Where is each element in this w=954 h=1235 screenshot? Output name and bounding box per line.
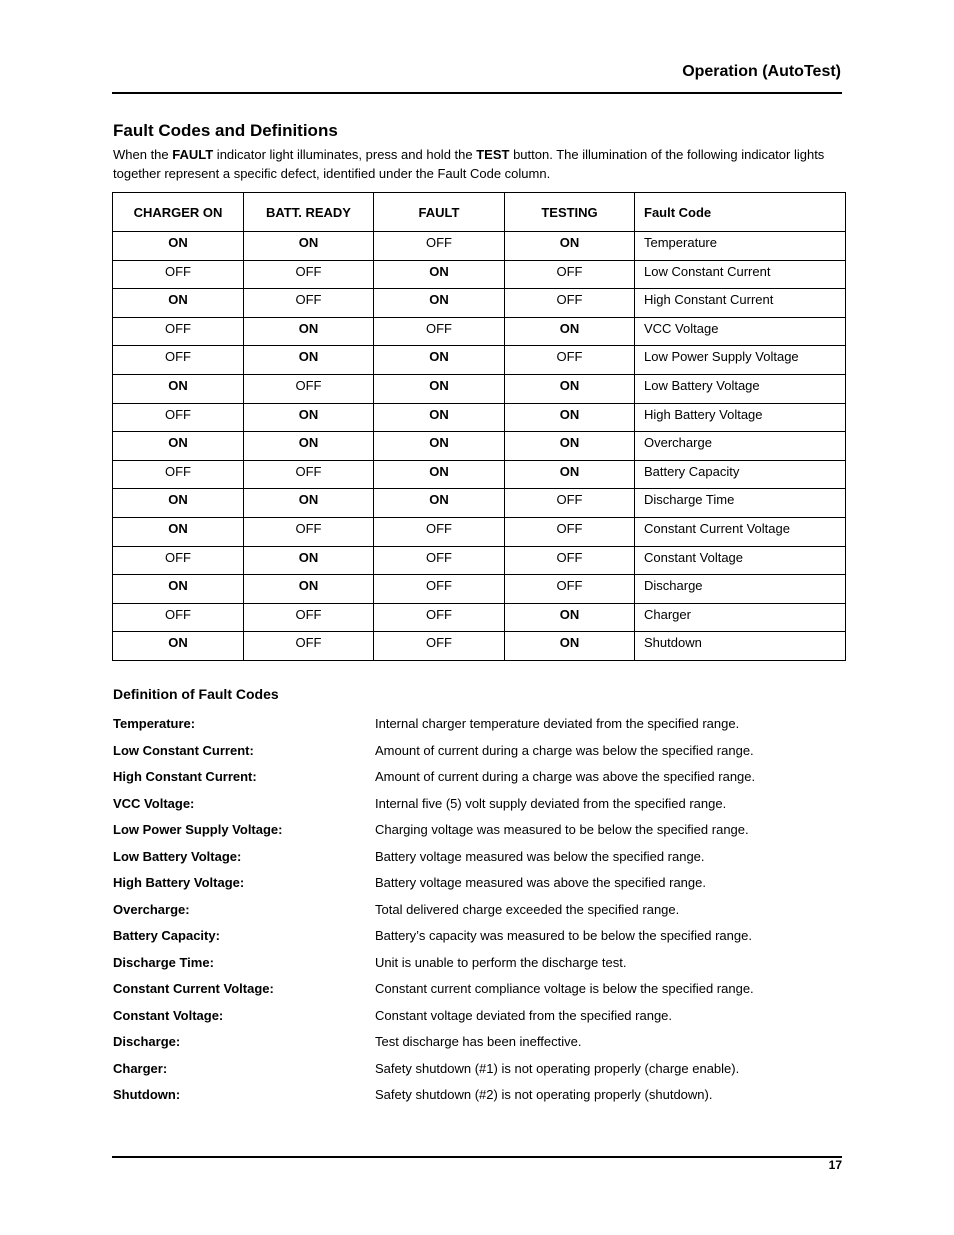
indicator-state-cell: ON — [374, 460, 505, 489]
fault-code-table — [112, 192, 846, 661]
indicator-state-cell: ON — [244, 232, 374, 261]
header-fault: FAULT — [374, 193, 505, 232]
indicator-state-cell: ON — [505, 403, 635, 432]
definition-term: Temperature: — [113, 716, 196, 731]
definition-item — [113, 928, 843, 955]
table-row — [113, 460, 846, 489]
indicator-state-cell: OFF — [505, 517, 635, 546]
fault-code-cell: Temperature — [635, 232, 846, 261]
indicator-state-cell: ON — [244, 346, 374, 375]
definitions-list — [113, 716, 843, 1114]
definition-description: Battery voltage measured was above the specified range. — [375, 875, 706, 890]
indicator-state-cell: OFF — [374, 575, 505, 604]
indicator-state-cell: OFF — [505, 346, 635, 375]
table-row — [113, 546, 846, 575]
definition-description: Constant voltage deviated from the specified range. — [375, 1007, 673, 1023]
fault-code-cell: Low Constant Current — [635, 260, 846, 289]
indicator-state-cell: ON — [113, 575, 244, 604]
intro-text-2: indicator light illuminates, press and hold the — [213, 147, 477, 162]
fault-code-cell: Charger — [635, 603, 846, 632]
indicator-state-cell: OFF — [113, 346, 244, 375]
indicator-state-cell: ON — [113, 289, 244, 318]
indicator-state-cell: OFF — [244, 374, 374, 403]
definition-item — [113, 875, 843, 902]
table-row — [113, 232, 846, 261]
indicator-state-cell: ON — [374, 432, 505, 461]
indicator-state-cell: ON — [113, 232, 244, 261]
indicator-state-cell: ON — [113, 374, 244, 403]
definition-item — [113, 769, 843, 796]
definition-term: Battery Capacity: — [113, 928, 220, 943]
indicator-state-cell: OFF — [505, 260, 635, 289]
indicator-state-cell: OFF — [374, 517, 505, 546]
table-row — [113, 575, 846, 604]
table-row — [113, 346, 846, 375]
definition-item — [113, 743, 843, 770]
definition-term: Constant Voltage: — [113, 1007, 224, 1023]
indicator-state-cell: OFF — [244, 632, 374, 661]
indicator-state-cell: ON — [374, 346, 505, 375]
definition-description: Battery voltage measured was below the specified range. — [375, 848, 705, 864]
definition-description: Amount of current during a charge was above the specified range. — [375, 769, 756, 784]
table-row — [113, 260, 846, 289]
definition-item — [113, 902, 843, 929]
definition-description: Constant current compliance voltage is below the specified range. — [375, 981, 754, 996]
definition-description: Test discharge has been ineffective. — [375, 1034, 582, 1049]
fault-code-cell: Constant Voltage — [635, 546, 846, 575]
indicator-state-cell: OFF — [244, 517, 374, 546]
header-testing: TESTING — [505, 193, 635, 232]
definition-item — [113, 796, 843, 823]
indicator-state-cell: OFF — [244, 289, 374, 318]
indicator-state-cell: OFF — [113, 317, 244, 346]
definition-term: Shutdown: — [113, 1087, 181, 1102]
definition-term: Overcharge: — [113, 901, 190, 917]
indicator-state-cell: OFF — [113, 460, 244, 489]
indicator-state-cell: OFF — [374, 317, 505, 346]
footer-rule — [112, 1156, 842, 1158]
definitions-title: Definition of Fault Codes — [113, 686, 279, 702]
header-batt-ready: BATT. READY — [244, 193, 374, 232]
indicator-state-cell: ON — [113, 632, 244, 661]
table-row — [113, 432, 846, 461]
fault-code-cell: Discharge Time — [635, 489, 846, 518]
indicator-state-cell: ON — [374, 403, 505, 432]
indicator-state-cell: OFF — [374, 546, 505, 575]
table-body — [113, 232, 846, 661]
definition-term: Low Constant Current: — [113, 742, 254, 758]
table-row — [113, 317, 846, 346]
fault-code-cell: Overcharge — [635, 432, 846, 461]
indicator-state-cell: ON — [244, 432, 374, 461]
indicator-state-cell: ON — [374, 260, 505, 289]
fault-code-cell: Battery Capacity — [635, 460, 846, 489]
definition-item — [113, 849, 843, 876]
indicator-state-cell: OFF — [374, 632, 505, 661]
indicator-state-cell: ON — [244, 317, 374, 346]
table-header-row — [113, 193, 846, 232]
fault-code-cell: Discharge — [635, 575, 846, 604]
indicator-state-cell: ON — [505, 232, 635, 261]
indicator-state-cell: OFF — [244, 260, 374, 289]
fault-code-cell: High Battery Voltage — [635, 403, 846, 432]
definition-description: Charging voltage was measured to be below the specified range. — [375, 822, 749, 837]
definition-term: Discharge Time: — [113, 954, 214, 970]
indicator-state-cell: ON — [244, 546, 374, 575]
intro-test-word: TEST — [476, 147, 510, 162]
indicator-state-cell: OFF — [374, 232, 505, 261]
fault-code-cell: Constant Current Voltage — [635, 517, 846, 546]
indicator-state-cell: ON — [244, 575, 374, 604]
header-fault-code: Fault Code — [635, 193, 846, 232]
definition-item — [113, 822, 843, 849]
definition-description: Internal charger temperature deviated from the specified range. — [375, 716, 740, 731]
indicator-state-cell: ON — [505, 460, 635, 489]
indicator-state-cell: OFF — [505, 546, 635, 575]
running-header-title: Operation (AutoTest) — [682, 63, 841, 80]
intro-paragraph — [113, 145, 848, 183]
indicator-state-cell: ON — [505, 432, 635, 461]
table-row — [113, 517, 846, 546]
table-row — [113, 489, 846, 518]
definition-term: Low Power Supply Voltage: — [113, 822, 283, 837]
intro-text-3: button. The illumination of the following indicator lights together represent a specific defect, identified under the Fault Code column. — [113, 147, 825, 181]
indicator-state-cell: ON — [505, 317, 635, 346]
table-row — [113, 603, 846, 632]
definition-term: Constant Current Voltage: — [113, 981, 274, 996]
indicator-state-cell: ON — [374, 374, 505, 403]
definition-term: High Constant Current: — [113, 769, 257, 784]
indicator-state-cell: OFF — [113, 546, 244, 575]
section-title: Fault Codes and Definitions — [113, 121, 338, 140]
indicator-state-cell: OFF — [244, 603, 374, 632]
definition-term: Charger: — [113, 1060, 168, 1076]
indicator-state-cell: ON — [374, 289, 505, 318]
header-rule — [112, 92, 842, 94]
indicator-state-cell: OFF — [113, 403, 244, 432]
indicator-state-cell: OFF — [505, 575, 635, 604]
page-number: 17 — [828, 1158, 842, 1172]
definition-item — [113, 981, 843, 1008]
fault-code-cell: VCC Voltage — [635, 317, 846, 346]
indicator-state-cell: OFF — [113, 603, 244, 632]
indicator-state-cell: OFF — [244, 460, 374, 489]
indicator-state-cell: ON — [113, 432, 244, 461]
table-row — [113, 403, 846, 432]
indicator-state-cell: ON — [113, 517, 244, 546]
definition-description: Safety shutdown (#2) is not operating properly (shutdown). — [375, 1087, 713, 1102]
definition-description: Amount of current during a charge was below the specified range. — [375, 742, 754, 758]
definition-term: High Battery Voltage: — [113, 875, 245, 890]
indicator-state-cell: OFF — [374, 603, 505, 632]
definition-term: Low Battery Voltage: — [113, 848, 242, 864]
table-row — [113, 632, 846, 661]
fault-code-cell: High Constant Current — [635, 289, 846, 318]
definition-description: Battery’s capacity was measured to be below the specified range. — [375, 928, 752, 943]
table-row — [113, 289, 846, 318]
definition-item — [113, 716, 843, 743]
indicator-state-cell: ON — [244, 489, 374, 518]
table-row — [113, 374, 846, 403]
indicator-state-cell: ON — [505, 374, 635, 403]
definition-item — [113, 1008, 843, 1035]
fault-code-cell: Shutdown — [635, 632, 846, 661]
definition-item — [113, 1087, 843, 1114]
indicator-state-cell: OFF — [505, 289, 635, 318]
definition-description: Unit is unable to perform the discharge test. — [375, 954, 627, 970]
indicator-state-cell: ON — [244, 403, 374, 432]
definition-item — [113, 955, 843, 982]
definition-item — [113, 1061, 843, 1088]
indicator-state-cell: ON — [374, 489, 505, 518]
header-charger-on: CHARGER ON — [113, 193, 244, 232]
definition-term: Discharge: — [113, 1034, 181, 1049]
definition-description: Internal five (5) volt supply deviated from the specified range. — [375, 795, 727, 811]
indicator-state-cell: OFF — [505, 489, 635, 518]
indicator-state-cell: ON — [505, 632, 635, 661]
definition-description: Safety shutdown (#1) is not operating properly (charge enable). — [375, 1060, 740, 1076]
indicator-state-cell: OFF — [113, 260, 244, 289]
definition-item — [113, 1034, 843, 1061]
intro-text-1: When the — [113, 147, 173, 162]
definition-description: Total delivered charge exceeded the specified range. — [375, 901, 680, 917]
intro-fault-word: FAULT — [172, 147, 214, 162]
indicator-state-cell: ON — [113, 489, 244, 518]
definition-term: VCC Voltage: — [113, 795, 195, 811]
indicator-state-cell: ON — [505, 603, 635, 632]
fault-code-cell: Low Power Supply Voltage — [635, 346, 846, 375]
fault-code-cell: Low Battery Voltage — [635, 374, 846, 403]
